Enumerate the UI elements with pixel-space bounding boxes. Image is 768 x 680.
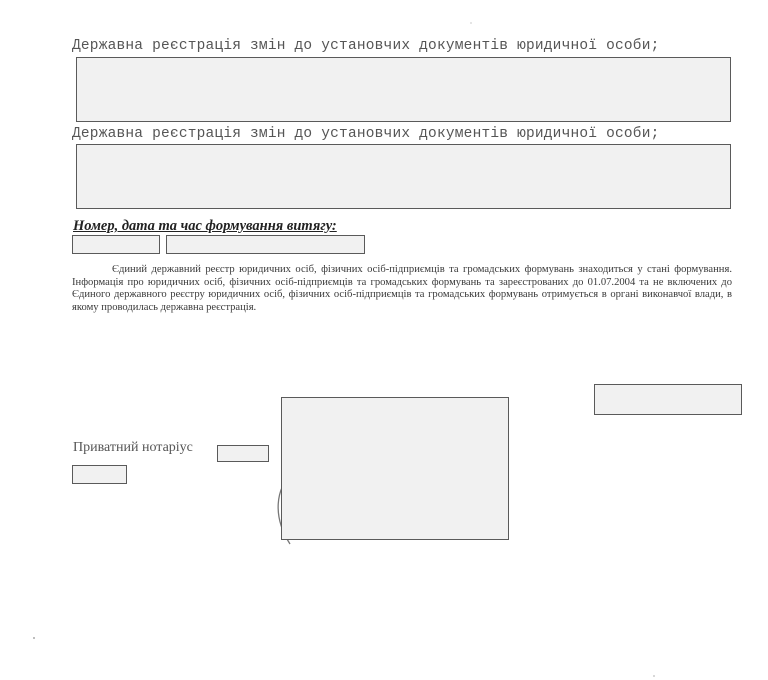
redacted-extract-datetime <box>166 235 365 254</box>
redacted-block-2 <box>76 144 731 209</box>
redacted-notary-surname <box>72 465 127 484</box>
redacted-stamp <box>281 397 509 540</box>
scan-speck <box>33 637 35 639</box>
notary-label: Приватний нотаріус <box>73 440 193 455</box>
scan-speck <box>653 675 655 677</box>
registration-line-1: Державна реєстрація змін до установчих документів юридичної особи; <box>72 38 660 54</box>
registry-notice: Єдиний державний реєстр юридичних осіб, фізичних осіб-підприємців та громадських формувань знаходиться у стані формування. Інформація про юридичних осіб, фізичних осіб-підприємців та громадських формувань та зареєстрованих до 01.07.2004 та не включених до Єдиного державного реєстру юридичних осіб, фізичних осіб-підприємців та громадських формувань отримується в органі виконавчої влади, в якому проводилась державна реєстрація. <box>72 264 732 313</box>
redacted-signature-field <box>594 384 742 415</box>
redacted-extract-number <box>72 235 160 254</box>
registration-line-2: Державна реєстрація змін до установчих документів юридичної особи; <box>72 126 660 142</box>
scan-speck <box>470 22 472 24</box>
redacted-block-1 <box>76 57 731 122</box>
extract-heading: Номер, дата та час формування витягу: <box>73 218 337 234</box>
redacted-notary-name <box>217 445 269 462</box>
